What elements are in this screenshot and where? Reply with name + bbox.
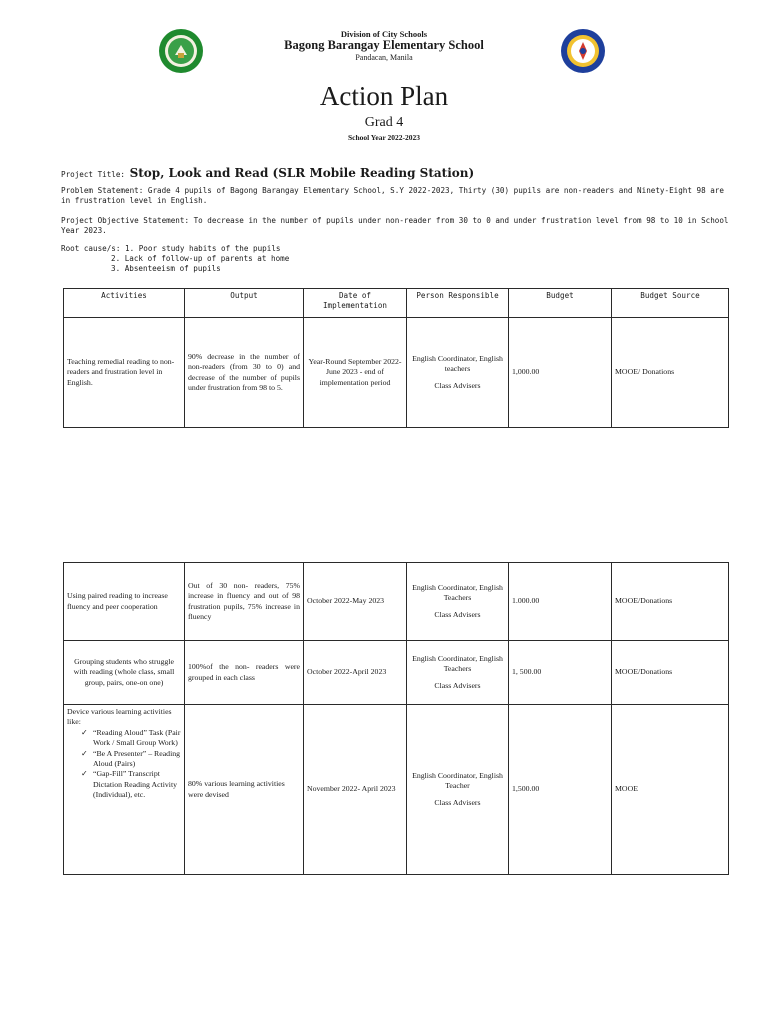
- date-cell: [304, 705, 407, 875]
- root-cause-item: 2. Lack of follow-up of parents at home: [111, 254, 290, 263]
- source-cell: [612, 318, 729, 428]
- column-header: Date of Implementation: [304, 289, 407, 318]
- list-item: ✓ “Reading Aloud” Task (Pair Work / Small Group Work): [81, 728, 181, 749]
- root-cause-item: 1. Poor study habits of the pupils: [125, 244, 281, 253]
- output-cell: [185, 705, 304, 875]
- column-header: Budget: [509, 289, 612, 318]
- date-cell: [304, 318, 407, 428]
- table-row: [64, 318, 729, 428]
- table-row: [64, 705, 729, 875]
- source-cell: [612, 641, 729, 705]
- project-title-line: [61, 168, 729, 180]
- school-year: School Year 2022-2023: [347, 133, 421, 142]
- budget-cell: [509, 318, 612, 428]
- source-text: MOOE/ Donations: [615, 367, 675, 377]
- person-cell: [407, 705, 509, 875]
- person-cell: [407, 641, 509, 705]
- output-text: 80% various learning activities were devised: [188, 779, 285, 799]
- problem-label: Problem Statement:: [61, 186, 144, 195]
- activity-text: Device various learning activities like:: [67, 707, 172, 727]
- source-text: MOOE/Donations: [615, 667, 673, 677]
- output-text: 100%of the non- readers were grouped in each class: [188, 662, 300, 682]
- source-cell: [612, 705, 729, 875]
- activity-cell: [64, 318, 185, 428]
- table-row: [64, 641, 729, 705]
- activity-list: [67, 728, 181, 801]
- person-text: English Coordinator, English teachers: [412, 353, 503, 374]
- date-text: Year-Round September 2022-June 2023 - end of implementation period: [308, 356, 402, 387]
- date-text: October 2022-April 2023: [307, 667, 387, 677]
- column-header: Person Responsible: [407, 289, 509, 318]
- activity-cell: [64, 641, 185, 705]
- list-item: ✓ “Gap-Fill” Transcript Dictation Reading Activity (Individual), etc.: [81, 769, 181, 800]
- root-causes: [61, 244, 729, 274]
- budget-cell: [509, 563, 612, 641]
- person-cell: [407, 563, 509, 641]
- activity-cell: [64, 563, 185, 641]
- action-plan-table-continued: [63, 562, 729, 875]
- column-header: Output: [185, 289, 304, 318]
- list-item: ✓ “Be A Presenter” – Reading Aloud (Pairs): [81, 749, 181, 770]
- table-header-row: [64, 289, 729, 318]
- output-cell: [185, 318, 304, 428]
- column-header: Budget Source: [612, 289, 729, 318]
- date-text: October 2022-May 2023: [307, 596, 385, 606]
- budget-text: 1.000.00: [512, 596, 540, 606]
- problem-value: Grade 4 pupils of Bagong Barangay Elementary School, S.Y 2022-2023, Thirty (30) pupils are non-readers and Ninety-Eight 98 are in frustration level in English.: [61, 186, 724, 205]
- person-cell: [407, 318, 509, 428]
- person-text: Class Advisers: [434, 609, 481, 619]
- budget-text: 1,500.00: [512, 784, 540, 794]
- activity-text: Using paired reading to increase fluency and peer cooperation: [67, 591, 168, 611]
- source-text: MOOE: [615, 784, 638, 794]
- column-header: Activities: [64, 289, 185, 318]
- person-text: English Coordinator, English Teachers: [412, 653, 503, 674]
- date-text: November 2022- April 2023: [307, 784, 396, 794]
- root-label: Root cause/s:: [61, 244, 121, 253]
- source-cell: [612, 563, 729, 641]
- output-text: Out of 30 non- readers, 75% increase in fluency and out of 98 frustration pupils, 75% increase in fluency: [188, 580, 300, 621]
- person-text: Class Advisers: [434, 380, 481, 390]
- budget-text: 1, 500.00: [512, 667, 542, 677]
- budget-cell: [509, 641, 612, 705]
- budget-cell: [509, 705, 612, 875]
- project-title-label: Project Title:: [61, 170, 126, 179]
- person-text: Class Advisers: [434, 680, 481, 690]
- person-text: English Coordinator, English Teacher: [412, 770, 503, 791]
- activity-text: Teaching remedial reading to non-readers and frustration level in English.: [67, 356, 175, 387]
- table-row: [64, 563, 729, 641]
- objective-statement: [61, 216, 729, 236]
- person-text: Class Advisers: [434, 797, 481, 807]
- action-plan-table: [63, 288, 729, 428]
- division-name: Division of City Schools: [340, 29, 428, 39]
- person-text: English Coordinator, English Teachers: [412, 582, 503, 603]
- grade-level: Grad 4: [364, 115, 404, 130]
- project-title-value: Stop, Look and Read (SLR Mobile Reading Station): [129, 166, 475, 180]
- school-location: Pandacan, Manila: [355, 53, 413, 62]
- output-cell: [185, 641, 304, 705]
- activity-cell: [64, 705, 185, 875]
- problem-statement: [61, 186, 729, 206]
- budget-text: 1,000.00: [512, 367, 540, 377]
- school-name: Bagong Barangay Elementary School: [284, 38, 484, 52]
- objective-label: Project Objective Statement:: [61, 216, 190, 225]
- document-title: Action Plan: [319, 81, 449, 111]
- date-cell: [304, 563, 407, 641]
- output-text: 90% decrease in the number of non-readers (from 30 to 0) and decrease of the number of pupils under frustration from 98 to 5.: [188, 351, 300, 392]
- activity-text: Grouping students who struggle with reading (whole class, small group, pairs, one-on one): [73, 656, 175, 687]
- output-cell: [185, 563, 304, 641]
- date-cell: [304, 641, 407, 705]
- objective-value: To decrease in the number of pupils under non-reader from 30 to 0 and under frustration level from 98 to 10 in School Year 2023.: [61, 216, 729, 235]
- source-text: MOOE/Donations: [615, 596, 673, 606]
- root-cause-item: 3. Absenteeism of pupils: [111, 264, 221, 273]
